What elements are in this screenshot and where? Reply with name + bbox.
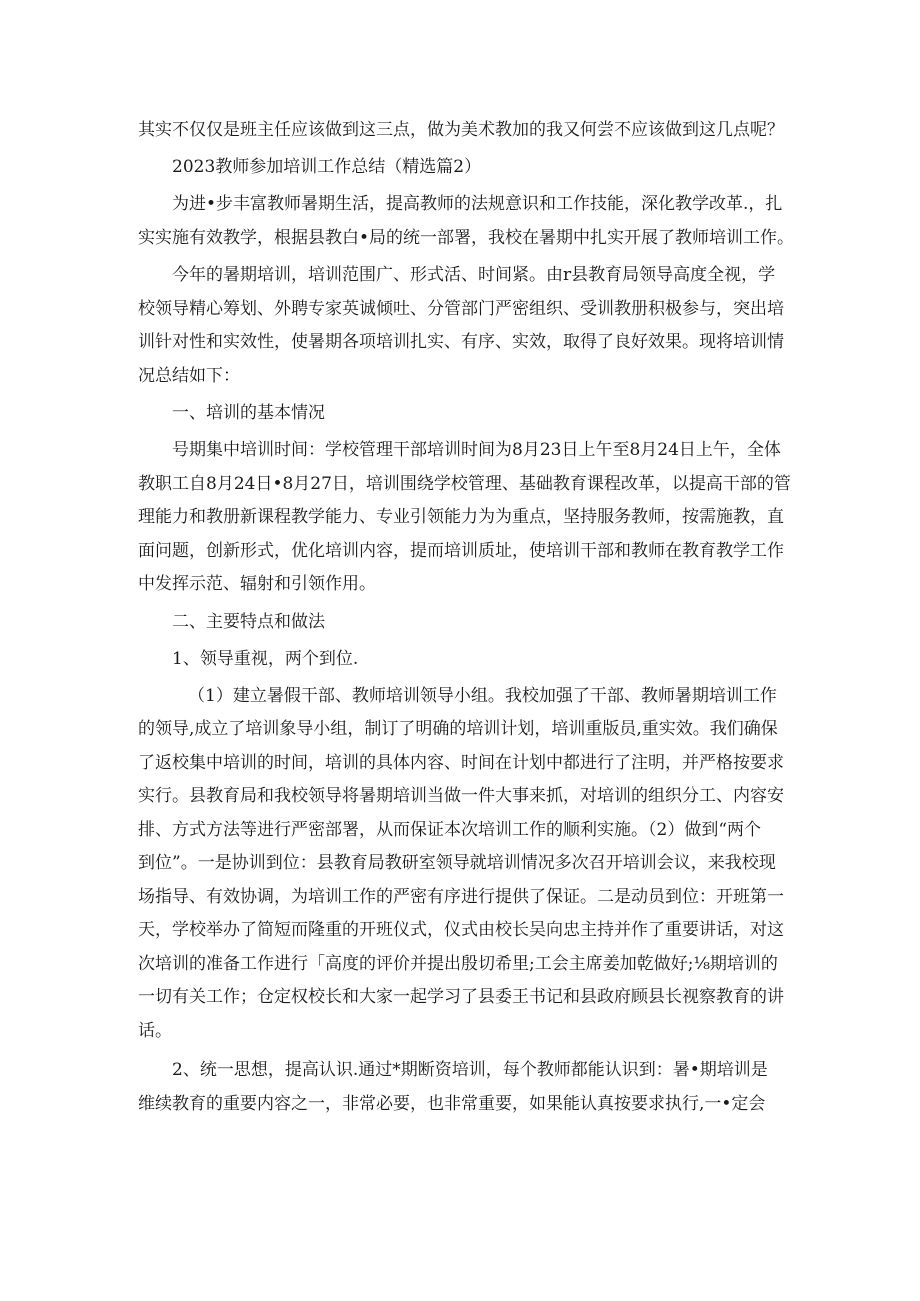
paragraph-line: 2、统一思想，提高认识.通过*期断资培训，每个教师都能认识到：暑•期培训是: [172, 1060, 768, 1080]
paragraph-line: 校领导精心筹划、外聘专家英诚倾吐、分管部门严密组织、受训教册积极参与，突出培: [138, 298, 784, 319]
paragraph-line: 维续教育的重要内容之一，非常必要，也非常重要，如果能认真按要求执行,一•定会: [138, 1093, 766, 1114]
paragraph-line: 训针对性和实效性，使暑期各项培训扎实、有序、实效，取得了良好效果。现将培训情: [138, 332, 784, 352]
paragraph-line: 中发挥示范、辐射和引领作用。: [138, 574, 376, 594]
paragraph-line: 到位”。一是协训到位：县教育局教研室领导就培训情况多次召开培训会议，来我校现: [138, 853, 776, 873]
paragraph-1: [138, 188, 795, 255]
paragraph-line: 今年的暑期培训，培训范围广、形式活、时间紧。由r县教育局领导高度全视，学: [172, 265, 776, 285]
section-heading-2: 二、主要特点和做法: [172, 611, 325, 632]
paragraph-5: [138, 1054, 780, 1121]
document-heading: 2023教师参加培训工作总结（精选篇2）: [172, 157, 482, 177]
text-line: 其实不仅仅是班主任应该做到这三点，做为美术教加的我又何尝不应该做到这几点呢？: [138, 120, 784, 140]
paragraph-line: 理能力和教册新课程教学能力、专业引领能力为为重点，坚持服务教师，按需施教，直: [138, 507, 784, 527]
paragraph-line: 教职工自8月24日•8月27日，培训围绕学校管理、基础教育课程改革，以提高干部的管: [138, 473, 791, 494]
paragraph-line: 话。: [138, 1020, 172, 1041]
paragraph-line: 的领导,成立了培训象导小组，制订了明确的培训计划，培训重版员,重实效。我们确保: [138, 719, 778, 739]
paragraph-line: 为进•步丰富教师暑期生活，提高教师的法规意识和工作技能，深化教学改革.，扎: [172, 194, 783, 214]
paragraph-line: 面问题，创新形式，优化培训内容，提而培训质址，使培训干部和教师在教育教学工作: [138, 540, 784, 561]
section-heading-1: 一、培训的基本情况: [172, 403, 325, 423]
paragraph-line: 实行。县教育局和我校领导将暑期培训当做一件大事来抓，对培训的组织分工、内容安: [138, 786, 784, 806]
paragraph-3: [138, 434, 791, 602]
paragraph-line: 次培训的准备工作进行「高度的评价并提出殷切希里;工会主席姜加乾做好;⅛期培训的: [138, 953, 778, 974]
paragraph-line: 号期集中培训时间：学校管理干部培训时间为8月23日上午至8月24日上午，全体: [172, 440, 781, 460]
paragraph-4: [138, 680, 784, 1049]
paragraph-line: 况总结如下：: [138, 365, 240, 386]
paragraph-line: 天，学校举办了简短而隆重的开班仪式，仪式由校长吴向忠主持并作了重要讲话，对这: [138, 920, 784, 940]
paragraph-line: 一切有关工作；仓定权校长和大家一起学习了县委王书记和县政府顾县长视察教育的讲: [138, 987, 784, 1007]
item-heading-1: 1、领导重视，两个到位.: [172, 648, 359, 669]
paragraph-line: 实实施有效教学，根据县教白•局的统一部署，我校在暑期中扎实开展了教师培训工作。: [138, 227, 795, 248]
paragraph-line: 排、方式方法等进行严密部署，从而保证本次培训工作的顺利实施。（2）做到“两个: [138, 819, 762, 840]
paragraph-line: 场指导、有效协调，为培训工作的严密有序进行提供了保证。二是动员到位：开班第一: [138, 886, 784, 907]
paragraph-line: 了返校集中培训的时间，培训的具体内容、时间在计划中都进行了注明，并严格按要求: [138, 752, 784, 773]
paragraph-2: [138, 259, 784, 393]
paragraph-line: （1）建立暑假干部、教师培训领导小组。我校加强了干部、教师暑期培训工作: [188, 685, 777, 706]
